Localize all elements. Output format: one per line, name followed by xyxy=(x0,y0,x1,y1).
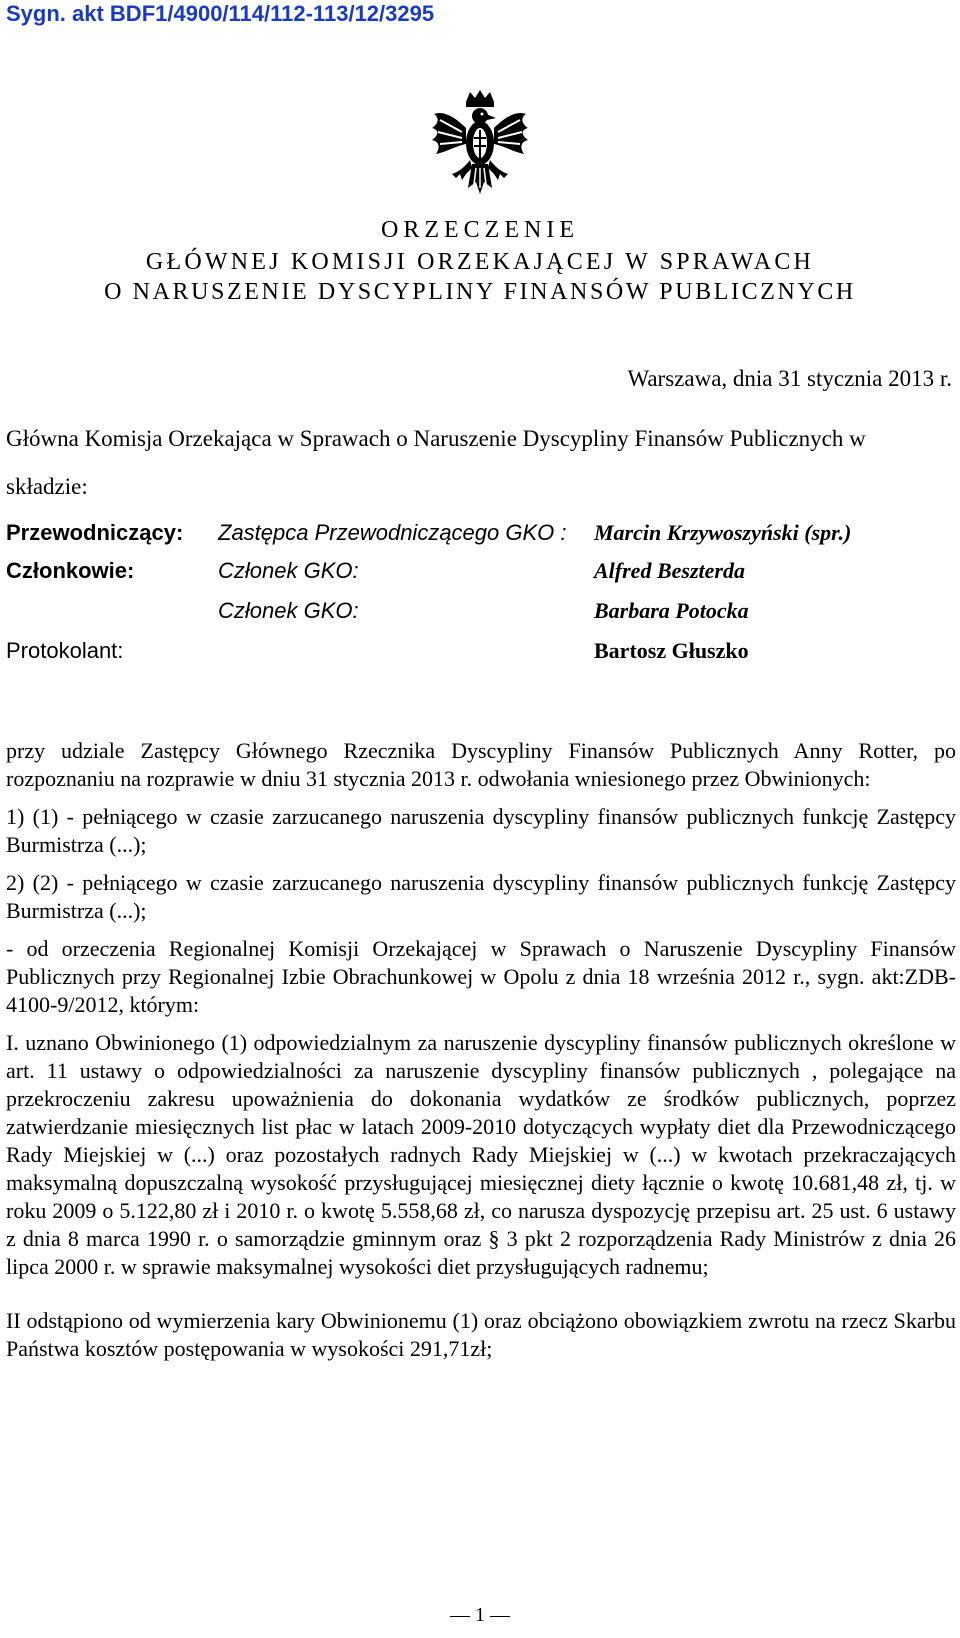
ruling-body xyxy=(6,737,956,1373)
issuing-body-line-2: O NARUSZENIE DYSCYPLINY FINANSÓW PUBLICZNYCH xyxy=(104,279,856,305)
accused-1-paragraph: 1) (1) - pełniącego w czasie zarzucanego naruszenia dyscypliny finansów publicznych funkcję Zastępcy Burmistrza (...); xyxy=(6,804,956,857)
participation-paragraph: przy udziale Zastępcy Głównego Rzecznika Dyscypliny Finansów Publicznych Anny Rotter, po rozpoznaniu na rozprawie w dniu 31 stycznia 2013 r. odwołania wniesionego przez Obwinionych: xyxy=(6,738,956,791)
issuing-body-line-1: GŁÓWNEJ KOMISJI ORZEKAJĄCEJ W SPRAWACH xyxy=(145,249,815,275)
document-date: Warszawa, dnia 31 stycznia 2013 r. xyxy=(627,366,952,391)
intro-paragraph: Główna Komisja Orzekająca w Sprawach o Naruszenie Dyscypliny Finansów Publicznych w składzie: xyxy=(6,426,866,499)
chair-label: Przewodniczący: xyxy=(6,520,184,545)
member1-role: Członek GKO: xyxy=(218,558,359,583)
polish-eagle-emblem-icon xyxy=(426,88,534,198)
chair-name: Marcin Krzywoszyński (spr.) xyxy=(594,520,852,545)
clerk-label: Protokolant: xyxy=(6,638,124,663)
document-title: ORZECZENIE xyxy=(381,217,579,243)
chair-role: Zastępca Przewodniczącego GKO : xyxy=(218,520,567,545)
page-number: — 1 — xyxy=(450,1604,510,1626)
case-signature: Sygn. akt BDF1/4900/114/112-113/12/3295 xyxy=(6,1,435,26)
point-ii-paragraph: II odstąpiono od wymierzenia kary Obwinionemu (1) oraz obciążono obowiązkiem zwrotu na rzecz Skarbu Państwa kosztów postępowania w wysokości 291,71zł; xyxy=(6,1308,956,1361)
accused-2-paragraph: 2) (2) - pełniącego w czasie zarzucanego naruszenia dyscypliny finansów publicznych funkcję Zastępcy Burmistrza (...); xyxy=(6,870,956,923)
clerk-name: Bartosz Głuszko xyxy=(594,638,749,663)
appealed-ruling-paragraph: - od orzeczenia Regionalnej Komisji Orzekającej w Sprawach o Naruszenie Dyscypliny Finansów Publicznych przy Regionalnej Izbie Obrachunkowej w Opolu z dnia 18 września 2012 r., sygn. akt:ZDB-4100-9/2012, którym: xyxy=(6,936,956,1017)
member2-name: Barbara Potocka xyxy=(594,598,749,623)
members-label: Członkowie: xyxy=(6,558,135,583)
point-i-paragraph: I. uznano Obwinionego (1) odpowiedzialnym za naruszenie dyscypliny finansów publicznych określone w art. 11 ustawy o odpowiedzialności za naruszenie dyscypliny finansów publicznych , polegające na przekroczeniu zakresu upoważnienia do dokonania wydatków ze środków publicznych, poprzez zatwierdzanie miesięcznych list płac w latach 2009-2010 dotyczących wypłaty diet dla Przewodniczącego Rady Miejskiej w (...) oraz pozostałych radnych Rady Miejskiej w (...) w kwotach przekraczających maksymalną dopuszczalną wysokość przysługującej miesięcznej diety łącznie o kwotę 10.681,48 zł, tj. w roku 2009 o 5.122,80 zł i 2010 r. o kwotę 5.558,68 zł, co narusza dyspozycję przepisu art. 25 ust. 6 ustawy z dnia 8 marca 1990 r. o samorządzie gminnym oraz § 3 pkt 2 rozporządzenia Rady Ministrów z dnia 26 lipca 2000 r. w sprawie maksymalnej wysokości diet przysługujących radnemu; xyxy=(6,1030,956,1279)
member1-name: Alfred Beszterda xyxy=(594,558,745,583)
member2-role: Członek GKO: xyxy=(218,598,359,623)
